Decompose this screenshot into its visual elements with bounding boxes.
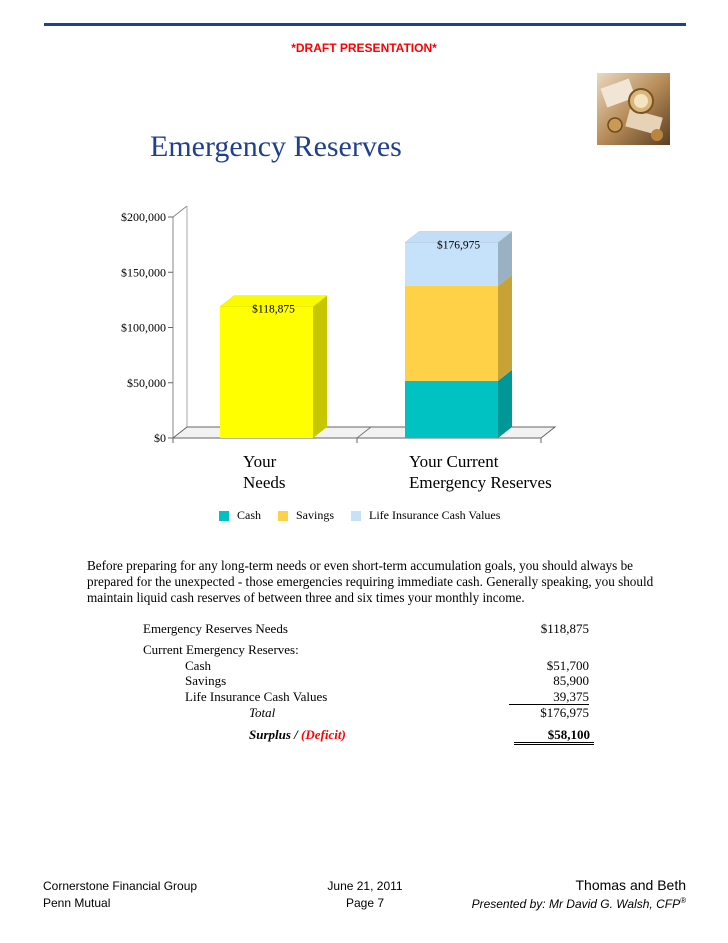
x-category-label-0: Your [243, 452, 277, 471]
bar-1-savings-side [498, 275, 512, 381]
footer-company: Cornerstone Financial Group [43, 879, 198, 893]
legend-item-life [351, 508, 500, 523]
savings-value: 85,900 [553, 673, 589, 688]
surplus-value: $58,100 [514, 727, 594, 745]
legend-swatch-cash [219, 511, 229, 521]
legend-item-savings [278, 508, 334, 523]
y-tick-label: $100,000 [121, 320, 166, 335]
footer-presenter-text: Presented by: Mr David G. Walsh, CFP [471, 897, 681, 911]
life-insurance-label: Life Insurance Cash Values [185, 689, 328, 704]
y-tick-label: $0 [154, 431, 166, 445]
legend-label-cash: Cash [237, 508, 261, 522]
y-tick-label: $150,000 [121, 265, 166, 280]
intro-paragraph: Before preparing for any long-term needs or even short-term accumulation goals, you should always be prepared for the unexpected - those emergencies requiring immediate cash. Generally speaking, you should maintain liquid cash reserves of between three and six times your monthly income. [87, 558, 654, 605]
footer-presenter [420, 896, 686, 911]
footer-clients [420, 877, 686, 893]
current-reserves-label: Current Emergency Reserves: [143, 642, 299, 657]
life-insurance-value: 39,375 [509, 689, 589, 705]
footer-page: Page 7 [345, 896, 385, 910]
x-category-label-1: Emergency Reserves [409, 473, 552, 492]
legend-label-life: Life Insurance Cash Values [369, 508, 501, 522]
y-tick-label: $50,000 [127, 375, 166, 390]
bar-1-cash-side [498, 370, 512, 438]
legend-swatch-savings [278, 511, 288, 521]
surplus-label: Surplus / [249, 727, 302, 742]
bar-0-needs-side [313, 296, 327, 438]
footer-subsidiary: Penn Mutual [43, 896, 111, 910]
surplus-deficit-label [249, 727, 346, 742]
legend-swatch-life [351, 511, 361, 521]
header-rule [44, 23, 686, 26]
cash-value: $51,700 [546, 658, 589, 673]
deficit-label: (Deficit) [301, 727, 346, 742]
x-category-label-1: Your Current [409, 452, 499, 471]
needs-label: Emergency Reserves Needs [143, 621, 288, 636]
bar-1-savings [405, 286, 498, 381]
footer-clients-text: Thomas and Beth [575, 877, 686, 893]
total-value: $176,975 [540, 705, 589, 720]
footer-presenter-sup: ® [680, 896, 686, 905]
legend-label-savings: Savings [296, 508, 335, 522]
bar-0-needs [220, 307, 313, 438]
savings-label: Savings [185, 673, 227, 688]
y-tick-label: $200,000 [121, 210, 166, 224]
reserves-chart [0, 195, 728, 500]
legend-item-cash [219, 508, 261, 523]
draft-banner: *DRAFT PRESENTATION* [291, 41, 437, 55]
bar-1-total-label: $176,975 [436, 239, 481, 252]
bar-1-cash [405, 381, 498, 438]
chart-legend [219, 508, 517, 523]
x-category-label-0: Needs [243, 473, 286, 492]
chart-side-wall [173, 206, 187, 438]
needs-value: $118,875 [540, 621, 589, 636]
page-title: Emergency Reserves [150, 130, 402, 163]
footer-date: June 21, 2011 [327, 879, 403, 893]
total-label: Total [249, 705, 276, 720]
header-photo [597, 73, 670, 145]
cash-label: Cash [185, 658, 211, 673]
bar-0-total-label: $118,875 [252, 303, 295, 316]
